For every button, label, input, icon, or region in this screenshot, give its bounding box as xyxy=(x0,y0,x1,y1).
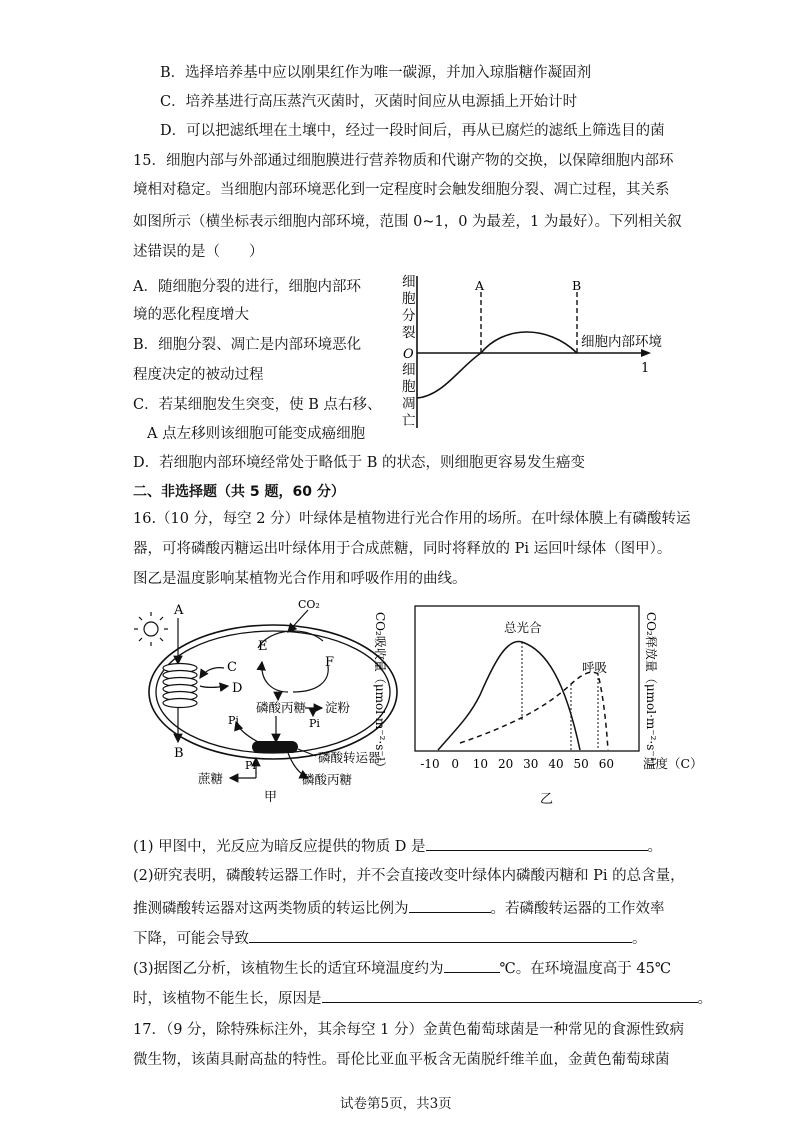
q16-sub3-text2: 时，该植物不能生长，原因是 xyxy=(133,991,322,1007)
q15-stem-line3: 如图所示（横坐标表示细胞内部环境，范围 0~1，0 为最差，1 为最好）。下列相关叙 xyxy=(133,214,682,230)
page-footer: 试卷第5页，共3页 xyxy=(340,1096,452,1112)
q15-y-lower-label: 细 胞 凋 亡 xyxy=(402,362,416,429)
q14-option-c: C．培养基进行高压蒸汽灭菌时，灭菌时间应从电源插上开始计时 xyxy=(160,94,578,110)
fig-jia-pi-left: Pi xyxy=(228,714,239,727)
total-photosynthesis-curve xyxy=(438,641,580,750)
q15-x-axis-label: 细胞内部环境 xyxy=(581,334,662,350)
q16-sub3-blank2[interactable] xyxy=(322,988,698,1003)
fig-jia-caption: 甲 xyxy=(264,790,278,805)
q16-sub1-text: (1) 甲图中，光反应为暗反应提供的物质 D 是 xyxy=(133,839,426,855)
q16-sub1-blank[interactable] xyxy=(426,836,648,851)
q16-stem-line3: 图乙是温度影响某植物光合作用和呼吸作用的曲线。 xyxy=(133,571,467,587)
q15-point-a: A xyxy=(475,278,485,293)
q16-sub2-line2 xyxy=(133,898,665,919)
fig-yi-x-tick: 60 xyxy=(598,757,615,771)
fig-yi-x-label: 温度（C） xyxy=(643,756,703,771)
q15-division-apoptosis-graph xyxy=(395,268,675,438)
fig-yi-x-tick: 20 xyxy=(497,757,514,771)
q15-option-a-line2: 境的恶化程度增大 xyxy=(133,307,249,323)
section-2-heading: 二、非选择题（共 5 题，60 分） xyxy=(133,484,345,500)
phosphate-transporter xyxy=(252,741,298,753)
q15-option-d: D．若细胞内部环境经常处于略低于 B 的状态，则细胞更容易发生癌变 xyxy=(133,455,585,471)
q16-sub3-blank1[interactable] xyxy=(444,958,500,973)
fig-jia-starch: 淀粉 xyxy=(325,700,351,715)
fig-jia-label-b: B xyxy=(174,746,184,761)
q15-x-end-label: 1 xyxy=(641,361,650,376)
q16-sub3-text-end: ℃。在环境温度高于 45℃ xyxy=(499,961,672,977)
q14-option-d: D．可以把滤纸埋在土壤中，经过一段时间后，再从已腐烂的滤纸上筛选目的菌 xyxy=(160,123,665,139)
figure-jia-chloroplast xyxy=(128,596,393,806)
fig-jia-label-a: A xyxy=(174,603,184,618)
sun-icon xyxy=(134,612,168,646)
fig-jia-label-c: C xyxy=(227,660,237,675)
fig-yi-x-tick: 0 xyxy=(451,757,460,771)
fig-yi-resp-label: 呼吸 xyxy=(582,660,608,675)
q15-option-b-line1: B．细胞分裂、凋亡是内部环境恶化 xyxy=(133,337,362,353)
q16-sub2-blank1[interactable] xyxy=(409,898,491,913)
q16-sub2-text: 推测磷酸转运器对这两类物质的转运比例为 xyxy=(133,901,409,917)
q15-y-upper-label: 细 胞 分 裂 xyxy=(402,274,416,341)
fig-yi-y-right-label: CO₂释放量（μmol·m⁻²·s⁻¹） xyxy=(644,612,658,774)
q16-sub2-period: 。 xyxy=(632,931,647,947)
fig-jia-label-d: D xyxy=(232,681,243,696)
q16-sub2-text-end: 。若磷酸转运器的工作效率 xyxy=(490,901,665,917)
q16-sub1-period: 。 xyxy=(647,839,662,855)
fig-jia-pi-bottom: Pi xyxy=(245,759,256,772)
q15-stem-line1: 15．细胞内部与外部通过细胞膜进行营养物质和代谢产物的交换，以保障细胞内部环 xyxy=(133,153,674,169)
fig-jia-triose: 磷酸丙糖 xyxy=(256,700,307,715)
q15-option-b-line2: 程度决定的被动过程 xyxy=(133,367,264,383)
fig-jia-sucrose: 蔗糖 xyxy=(198,771,224,786)
q15-stem-line2: 境相对稳定。当细胞内部环境恶化到一定程度时会触发细胞分裂、凋亡过程，其关系 xyxy=(133,182,670,198)
fig-yi-x-tick: 50 xyxy=(573,757,589,771)
q16-sub2-line3 xyxy=(133,928,647,949)
fig-jia-transporter-label: 磷酸转运器 xyxy=(318,750,381,765)
q15-point-b: B xyxy=(572,278,582,293)
q15-option-a-line1: A．随细胞分裂的进行，细胞内部环 xyxy=(133,279,361,295)
q16-sub2-blank2[interactable] xyxy=(249,928,632,943)
q16-stem-line2: 器，可将磷酸丙糖运出叶绿体用于合成蔗糖，同时将释放的 Pi 运回叶绿体（图甲）。 xyxy=(133,541,672,557)
q17-stem-line1: 17．（9 分，除特殊标注外，其余每空 1 分）金黄色葡萄球菌是一种常见的食源性致病 xyxy=(133,1022,684,1038)
fig-yi-x-tick: 30 xyxy=(523,757,539,771)
fig-jia-triose-out: 磷酸丙糖 xyxy=(302,772,353,787)
fig-jia-label-f: F xyxy=(325,655,335,670)
q16-sub2-text2: 下降，可能会导致 xyxy=(133,931,249,947)
fig-yi-x-tick: 10 xyxy=(472,757,489,771)
q16-sub2-line1: (2)研究表明，磷酸转运器工作时，并不会直接改变叶绿体内磷酸丙糖和 Pi 的总含量， xyxy=(133,868,685,884)
fig-jia-pi-right: Pi xyxy=(309,717,320,730)
q17-stem-line2: 微生物，该菌具耐高盐的特性。哥伦比亚血平板含无菌脱纤维羊血，金黄色葡萄球菌 xyxy=(133,1052,670,1068)
q15-stem-line4: 述错误的是（ ） xyxy=(133,244,264,260)
fig-yi-x-tick: -10 xyxy=(420,757,440,771)
fig-yi-y-left-label: CO₂吸收量（μmol·m⁻²·s⁻¹） xyxy=(373,612,387,774)
q16-sub3-line2 xyxy=(133,988,712,1009)
respiration-curve xyxy=(460,672,608,750)
fig-jia-co2: CO₂ xyxy=(298,598,320,611)
fig-yi-x-tick: 40 xyxy=(548,757,564,771)
fig-yi-caption: 乙 xyxy=(540,792,554,807)
q16-sub3-period: 。 xyxy=(697,991,712,1007)
q16-stem-line1: 16.（10 分，每空 2 分）叶绿体是植物进行光合作用的场所。在叶绿体膜上有磷酸转运 xyxy=(133,511,691,527)
q15-option-c-line1: C．若某细胞发生突变，使 B 点右移、 xyxy=(133,397,382,413)
q15-origin-label: O xyxy=(403,347,414,362)
fig-yi-total-label: 总光合 xyxy=(504,620,542,635)
q14-option-b: B．选择培养基中应以刚果红作为唯一碳源，并加入琼脂糖作凝固剂 xyxy=(160,65,592,81)
q16-sub3-line1 xyxy=(133,958,671,979)
q16-sub1 xyxy=(133,836,662,857)
q15-option-c-line2: A 点左移则该细胞可能变成癌细胞 xyxy=(147,426,366,442)
fig-jia-label-e: E xyxy=(258,639,268,654)
thylakoid-stack xyxy=(163,664,197,708)
q16-sub3-text: (3)据图乙分析，该植物生长的适宜环境温度约为 xyxy=(133,961,444,977)
figure-yi-temperature-chart xyxy=(370,600,703,810)
